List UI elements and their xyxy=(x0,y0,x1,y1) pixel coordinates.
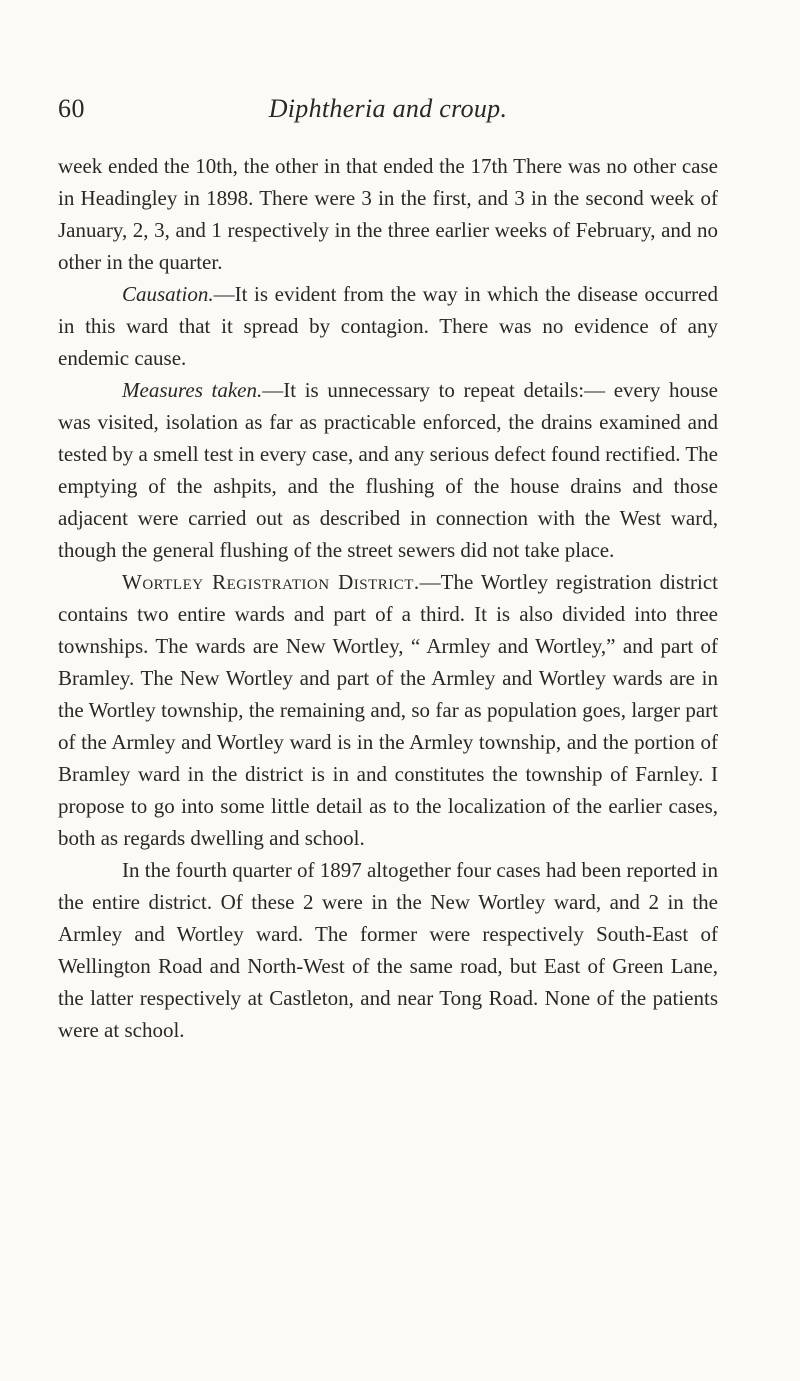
paragraph-measures-taken xyxy=(58,374,718,566)
paragraph-fourth-quarter xyxy=(58,854,718,1046)
paragraph-lead: Wortley Registration District. xyxy=(122,570,420,594)
paragraph-text: In the fourth quarter of 1897 altogether four cases had been reported in the entire district. Of these 2 were in the New Wortley ward, and 2 in the Armley and Wortley ward. The former were respectively South-East of Wellington Road and North-West of the same road, but East of Green Lane, the latter respectively at Castleton, and near Tong Road. None of the patients were at school. xyxy=(58,858,718,1042)
paragraph-text: —It is evident from the way in which the disease occurred in this ward that it spread by contagion. There was no evidence of any endemic cause. xyxy=(58,282,718,370)
paragraph-lead: Measures taken. xyxy=(122,378,263,402)
running-title: Diphtheria and croup. xyxy=(268,94,508,123)
paragraph-continuation xyxy=(58,150,718,278)
paragraph-lead: Causation. xyxy=(122,282,214,306)
paragraph-causation xyxy=(58,278,718,374)
body-text xyxy=(58,150,718,1046)
paragraph-wortley-district xyxy=(58,566,718,854)
paragraph-text: —It is unnecessary to repeat details:— every house was visited, isolation as far as practicable enforced, the drains examined and tested by a smell test in every case, and any serious defect found rectified. The emptying of the ashpits, and the flushing of the house drains and those adjacent were carried out as described in connection with the West ward, though the general flushing of the street sewers did not take place. xyxy=(58,378,718,562)
page-number: 60 xyxy=(58,94,85,123)
page-header xyxy=(58,94,718,134)
paragraph-text: —The Wortley registration district contains two entire wards and part of a third. It is also divided into three townships. The wards are New Wortley, “ Armley and Wortley,” and part of Bramley. The New Wortley and part of the Armley and Wortley wards are in the Wortley township, the remaining and, so far as population goes, larger part of the Armley and Wortley ward is in the Armley township, and the portion of Bramley ward in the district is in and constitutes the township of Farnley. I propose to go into some little detail as to the localization of the earlier cases, both as regards dwelling and school. xyxy=(58,570,718,850)
paragraph-text: week ended the 10th, the other in that ended the 17th There was no other case in Headingley in 1898. There were 3 in the first, and 3 in the second week of January, 2, 3, and 1 respectively in the three earlier weeks of February, and no other in the quarter. xyxy=(58,154,718,274)
